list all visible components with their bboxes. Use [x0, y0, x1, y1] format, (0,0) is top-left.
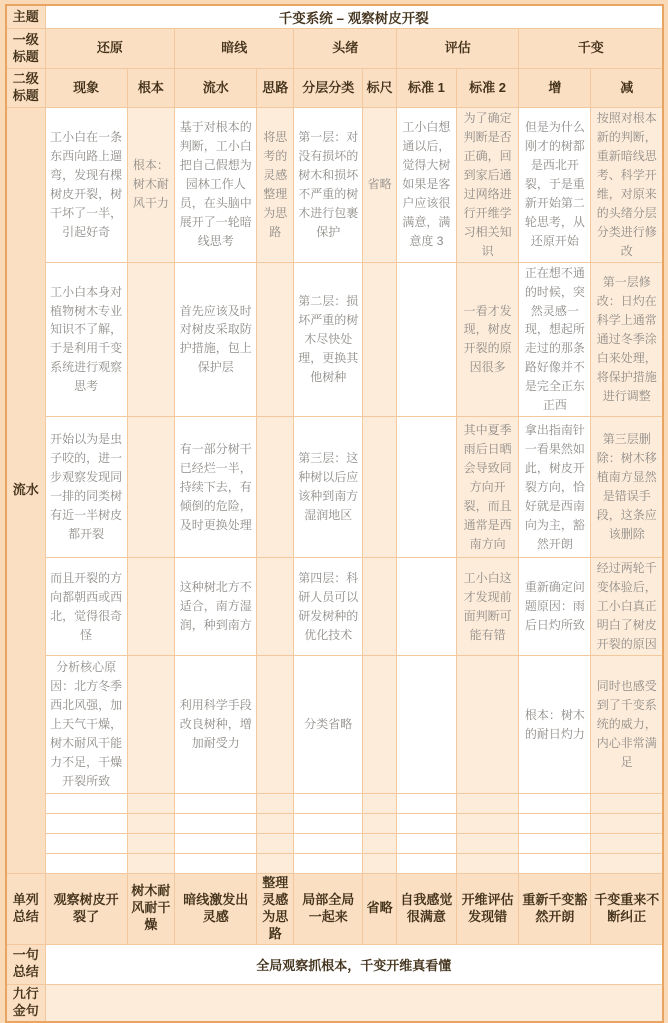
table-cell: [397, 854, 457, 874]
summary-cell: 整理灵感为思路: [257, 874, 294, 945]
table-cell: [363, 794, 397, 814]
table-cell: 分类省略: [294, 656, 363, 794]
table-cell: [127, 558, 174, 656]
table-cell: [397, 814, 457, 834]
summary-cell: 暗线激发出灵感: [175, 874, 257, 945]
table-cell: 而且开裂的方向都朝西或西北，觉得很奇怪: [45, 558, 127, 656]
table-cell: [591, 854, 663, 874]
table-cell: [257, 834, 294, 854]
table-row: [6, 794, 663, 814]
one-sentence-summary: 全局观察抓根本，千变开维真看懂: [45, 944, 663, 984]
table-cell: 工小白本身对植物树木专业知识不了解，于是利用千变系统进行观察思考: [45, 262, 127, 417]
table-cell: 第一层：对没有损坏的树木和损坏不严重的树木进行包裹保护: [294, 108, 363, 263]
column-header: 标准 1: [397, 69, 457, 108]
table-row: [6, 29, 663, 69]
table-cell: [456, 656, 519, 794]
table-cell: 根本：树木的耐日灼力: [519, 656, 591, 794]
sentence-row-label: 一句总结: [6, 944, 45, 984]
table-cell: [45, 814, 127, 834]
table-cell: [127, 834, 174, 854]
table-cell: [456, 854, 519, 874]
group-header-hidden-line: 暗线: [175, 29, 294, 69]
table-cell: [456, 834, 519, 854]
table-cell: [127, 656, 174, 794]
table-cell: 有一部分树干已经烂一半，持续下去，有倾倒的危险，及时更换处理: [175, 417, 257, 558]
summary-row-label: 单列总结: [6, 874, 45, 945]
table-cell: 工小白这才发现前面判断可能有错: [456, 558, 519, 656]
table-cell: 基于对根本的判断，工小白把自己假想为园林工作人员，在头脑中展开了一轮暗线思考: [175, 108, 257, 263]
table-cell: [175, 794, 257, 814]
summary-cell: 局部全局一起来: [294, 874, 363, 945]
column-header: 减: [591, 69, 663, 108]
table-cell: [397, 794, 457, 814]
table-row: [6, 834, 663, 854]
table-row: [6, 558, 663, 656]
table-cell: [257, 854, 294, 874]
table-cell: [519, 814, 591, 834]
table-cell: 其中夏季雨后日晒会导致同方向开裂，而且通常是西南方向: [456, 417, 519, 558]
table-row: [6, 984, 663, 1022]
table-cell: 第二层：损坏严重的树木尽快处理，更换其他树种: [294, 262, 363, 417]
summary-cell: 省略: [363, 874, 397, 945]
page-title: 千变系统 – 观察树皮开裂: [45, 5, 663, 29]
table-cell: [257, 794, 294, 814]
table-cell: [45, 794, 127, 814]
table-row: [6, 854, 663, 874]
table-cell: [363, 417, 397, 558]
table-cell: [294, 854, 363, 874]
column-header: 根本: [127, 69, 174, 108]
table-cell: [397, 834, 457, 854]
table-cell: [294, 794, 363, 814]
table-cell: [519, 794, 591, 814]
table-cell: [294, 834, 363, 854]
golden-row-label: 九行金句: [6, 984, 45, 1022]
table-cell: 工小白想通以后，觉得大树如果是客户应该很满意，满意度 3: [397, 108, 457, 263]
table-cell: 根本：树木耐风干力: [127, 108, 174, 263]
table-cell: [591, 794, 663, 814]
table-cell: 同时也感受到了千变系统的威力，内心非常满足: [591, 656, 663, 794]
table-cell: 首先应该及时对树皮采取防护措施，包上保护层: [175, 262, 257, 417]
table-cell: [456, 814, 519, 834]
group-header-clue: 头绪: [294, 29, 397, 69]
table-cell: [175, 854, 257, 874]
column-header: 标准 2: [456, 69, 519, 108]
body-row-label: 流水: [6, 108, 45, 874]
table-cell: [294, 814, 363, 834]
table-cell: [363, 834, 397, 854]
column-header: 分层分类: [294, 69, 363, 108]
column-header: 流水: [175, 69, 257, 108]
table-cell: [257, 814, 294, 834]
table-cell: [127, 262, 174, 417]
group-header-thousand-change: 千变: [519, 29, 663, 69]
table-cell: [45, 854, 127, 874]
table-cell: [175, 814, 257, 834]
table-row: [6, 656, 663, 794]
summary-cell: 树木耐风耐干燥: [127, 874, 174, 945]
summary-cell: 观察树皮开裂了: [45, 874, 127, 945]
summary-cell: 自我感觉很满意: [397, 874, 457, 945]
table-cell: [363, 262, 397, 417]
summary-cell: 开维评估发现错: [456, 874, 519, 945]
table-cell: [519, 854, 591, 874]
table-cell: [127, 794, 174, 814]
table-cell: 开始以为是虫子咬的，进一步观察发现同一排的同类树有近一半树皮都开裂: [45, 417, 127, 558]
table-cell: 正在想不通的时候，突然灵感一现，想起所走过的那条路好像并不是完全正东正西: [519, 262, 591, 417]
table-cell: [591, 834, 663, 854]
table-row: [6, 417, 663, 558]
table-cell: [257, 262, 294, 417]
table-cell: [397, 417, 457, 558]
table-cell: [175, 834, 257, 854]
table-cell: 将思考的灵感整理为思路: [257, 108, 294, 263]
table-cell: 这种树北方不适合，南方湿润，种到南方: [175, 558, 257, 656]
table-cell: 省略: [363, 108, 397, 263]
theme-label: 主题: [6, 5, 45, 29]
table-cell: [363, 854, 397, 874]
table-cell: 分析核心原因：北方冬季西北风强，加上天气干燥，树木耐风干能力不足，干燥开裂所致: [45, 656, 127, 794]
table-cell: [45, 834, 127, 854]
table-cell: 第一层修改：日灼在科学上通常通过冬季涂白来处理，将保护措施进行调整: [591, 262, 663, 417]
table-cell: 利用科学手段改良树种，增加耐受力: [175, 656, 257, 794]
table-cell: [397, 558, 457, 656]
table-cell: [127, 814, 174, 834]
table-cell: 重新确定问题原因：雨后日灼所致: [519, 558, 591, 656]
table-row: [6, 262, 663, 417]
table-row: [6, 874, 663, 945]
table-cell: [519, 834, 591, 854]
table-row: [6, 5, 663, 29]
table-cell: 按照对根本新的判断，重新暗线思考、科学开维，对原来的头绪分层分类进行修改: [591, 108, 663, 263]
level1-row-label: 一级标题: [6, 29, 45, 69]
table-cell: [397, 262, 457, 417]
golden-sentence-cell: [45, 984, 663, 1022]
table-row: [6, 944, 663, 984]
column-header: 思路: [257, 69, 294, 108]
table-cell: 但是为什么刚才的树都是西北开裂，于是重新开始第二轮思考，从还原开始: [519, 108, 591, 263]
summary-cell: 重新千变豁然开朗: [519, 874, 591, 945]
table-cell: [363, 558, 397, 656]
table-cell: [456, 794, 519, 814]
table-row: [6, 69, 663, 108]
table-cell: 第三层：这种树以后应该种到南方湿润地区: [294, 417, 363, 558]
table-cell: [363, 814, 397, 834]
table-cell: 拿出指南针一看果然如此，树皮开裂方向，恰好就是西南向为主，豁然开朗: [519, 417, 591, 558]
table-cell: [127, 854, 174, 874]
column-header: 增: [519, 69, 591, 108]
table-cell: [257, 417, 294, 558]
table-cell: 经过两轮千变体验后，工小白真正明白了树皮开裂的原因: [591, 558, 663, 656]
group-header-restore: 还原: [45, 29, 175, 69]
table-cell: [397, 656, 457, 794]
table-cell: 为了确定判断是否正确，回到家后通过网络进行开维学习相关知识: [456, 108, 519, 263]
table-cell: [257, 656, 294, 794]
level2-row-label: 二级标题: [6, 69, 45, 108]
table-cell: 工小白在一条东西向路上遛弯，发现有棵树皮开裂，树干坏了一半，引起好奇: [45, 108, 127, 263]
table-cell: 第四层：科研人员可以研发树种的优化技术: [294, 558, 363, 656]
table-cell: [127, 417, 174, 558]
table-cell: [591, 814, 663, 834]
table-cell: [363, 656, 397, 794]
column-header: 现象: [45, 69, 127, 108]
group-header-evaluate: 评估: [397, 29, 519, 69]
table-cell: 第三层删除：树木移植南方显然是错误手段，这条应该删除: [591, 417, 663, 558]
table-cell: 一看才发现，树皮开裂的原因很多: [456, 262, 519, 417]
table-row: [6, 108, 663, 263]
table-row: [6, 814, 663, 834]
column-header: 标尺: [363, 69, 397, 108]
table-cell: [257, 558, 294, 656]
kilo-change-analysis-table: [5, 4, 664, 1023]
summary-cell: 千变重来不断纠正: [591, 874, 663, 945]
